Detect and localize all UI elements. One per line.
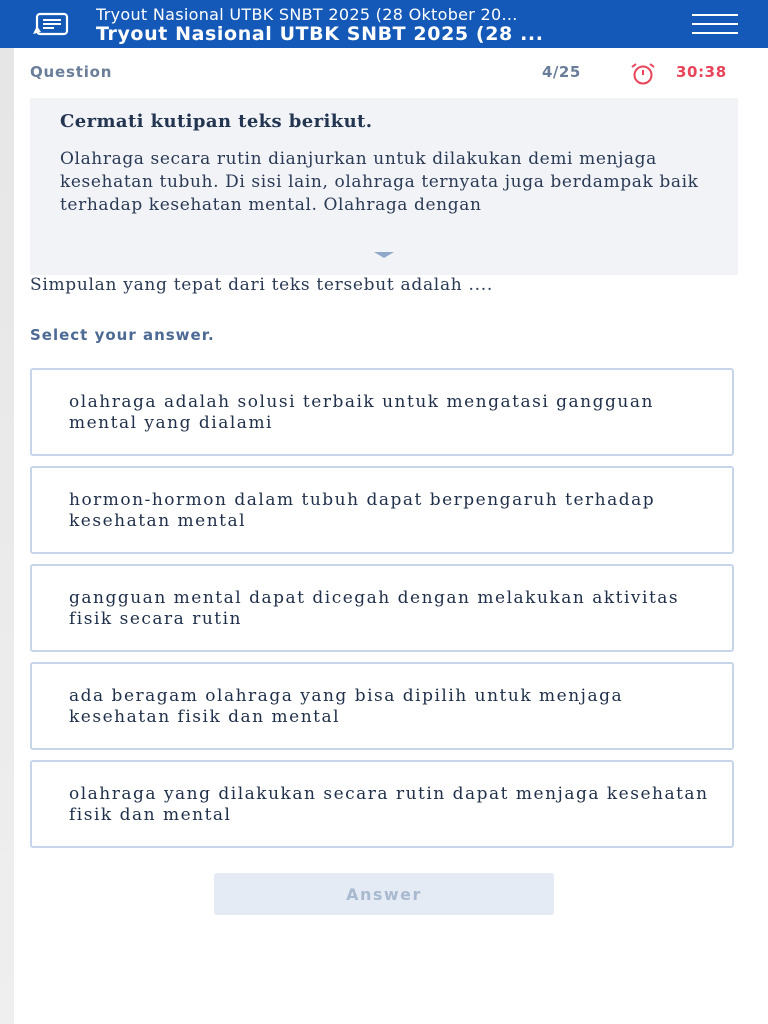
reading-passage: [30, 98, 738, 275]
header-subtitle: Tryout Nasional UTBK SNBT 2025 (28 Oktober 20...: [96, 5, 518, 24]
answer-option-3[interactable]: [30, 564, 734, 652]
question-prompt: Simpulan yang tepat dari teks tersebut adalah ....: [30, 275, 493, 295]
answer-option-1[interactable]: [30, 368, 734, 456]
chevron-down-icon[interactable]: [373, 250, 395, 260]
answer-option-2[interactable]: [30, 466, 734, 554]
header-title: Tryout Nasional UTBK SNBT 2025 (28 ...: [96, 23, 544, 45]
question-progress: 4/25: [542, 63, 581, 81]
answer-option-5[interactable]: [30, 760, 734, 848]
hamburger-menu-icon[interactable]: [692, 14, 738, 36]
stopwatch-icon: [626, 61, 660, 85]
app-header: [0, 0, 768, 48]
answer-option-text: ada beragam olahraga yang bisa dipilih untuk menjaga kesehatan fisik dan mental: [69, 686, 624, 727]
answer-option-4[interactable]: [30, 662, 734, 750]
answer-instruction: Select your answer.: [30, 326, 215, 344]
answer-option-text: gangguan mental dapat dicegah dengan melakukan aktivitas fisik secara rutin: [69, 588, 680, 629]
countdown-timer: 30:38: [676, 63, 727, 81]
side-panel-edge: [0, 48, 14, 1024]
question-label: Question: [30, 63, 113, 81]
answer-option-text: hormon-hormon dalam tubuh dapat berpengaruh terhadap kesehatan mental: [69, 490, 656, 531]
answer-option-text: olahraga yang dilakukan secara rutin dapat menjaga kesehatan fisik dan mental: [69, 784, 709, 825]
answer-button[interactable]: Answer: [214, 873, 554, 915]
answer-option-text: olahraga adalah solusi terbaik untuk mengatasi gangguan mental yang dialami: [69, 392, 654, 433]
passage-heading: Cermati kutipan teks berikut.: [60, 111, 373, 132]
passage-text: Olahraga secara rutin dianjurkan untuk dilakukan demi menjaga kesehatan tubuh. Di sisi lain, olahraga ternyata juga berdampak baik terhadap kesehatan mental. Olahraga dengan: [60, 149, 699, 215]
chat-list-icon[interactable]: [32, 10, 72, 38]
